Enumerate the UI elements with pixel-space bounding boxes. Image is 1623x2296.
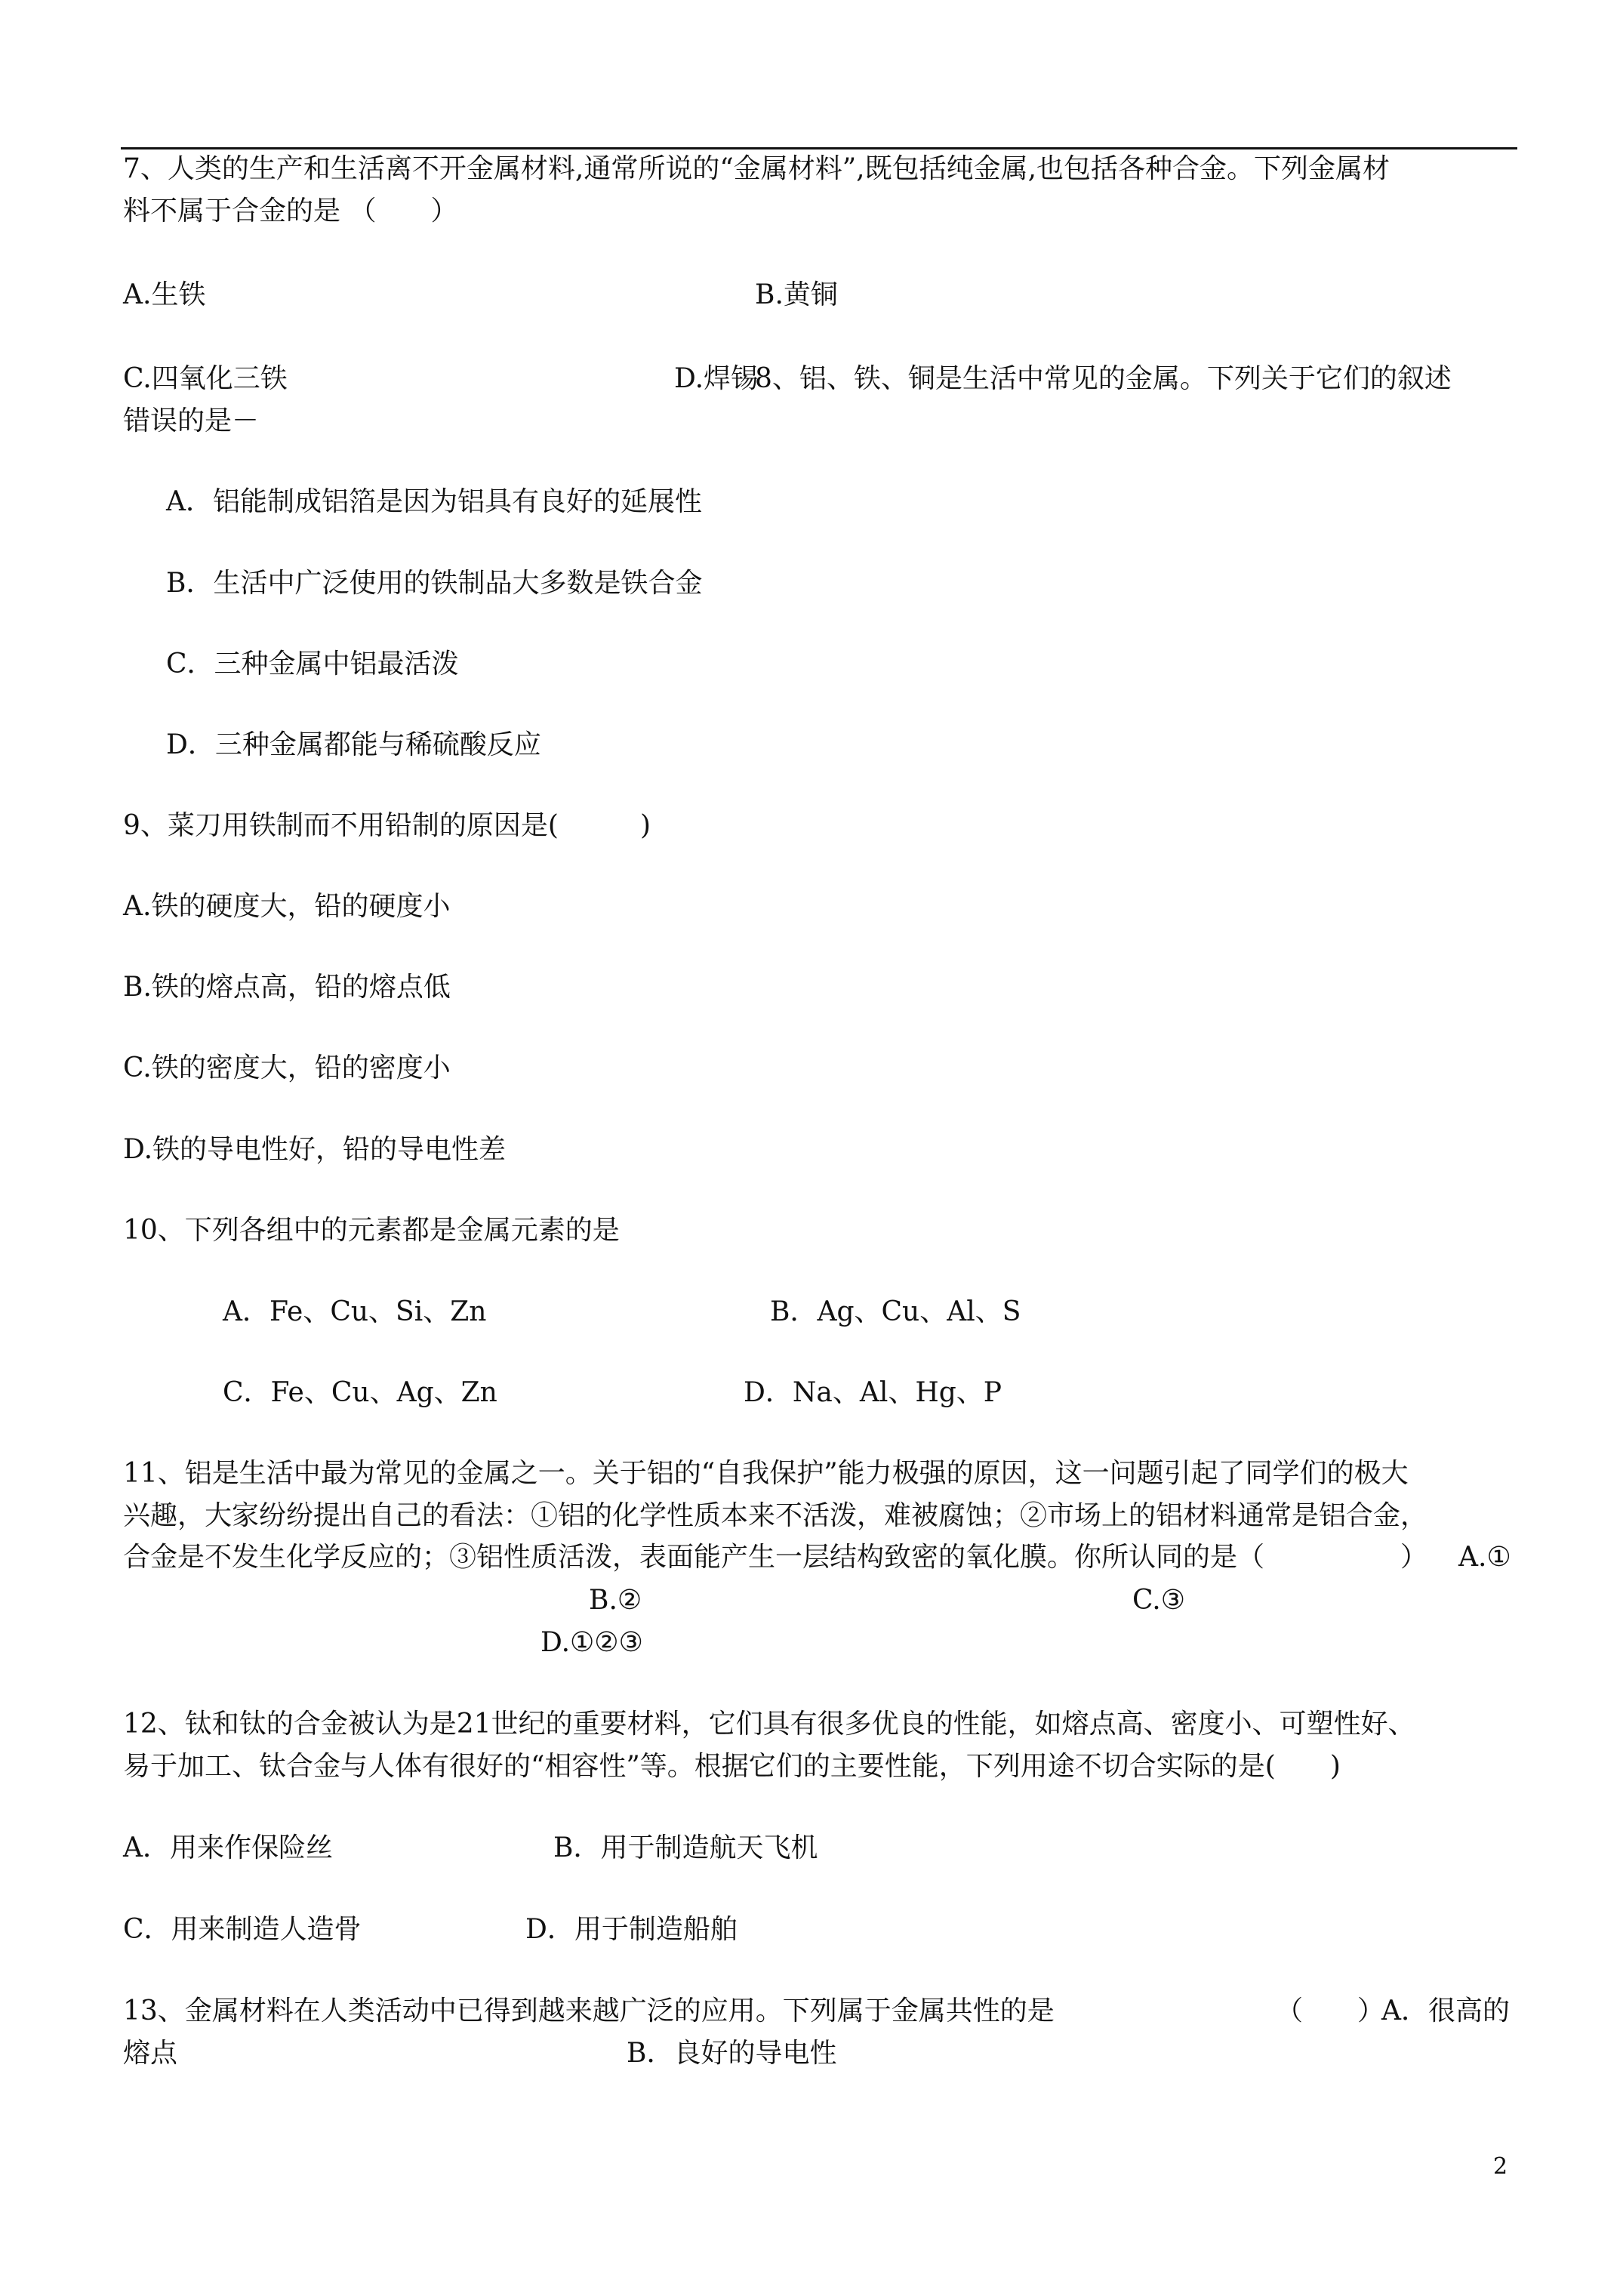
q11-stem-line3: 合金是不发生化学反应的；③铝性质活泼，表面能产生一层结构致密的氧化膜。你所认同的是（ ） <box>123 1542 1428 1573</box>
q10-option-d: D．Na、Al、Hg、P <box>744 1377 1002 1408</box>
q11-stem-line1: 11、铝是生活中最为常见的金属之一。关于铝的“自我保护”能力极强的原因，这一问题引起了同学们的极大 <box>123 1458 1409 1489</box>
q12-option-d: D．用于制造船舶 <box>525 1914 738 1945</box>
q9-stem: 9、菜刀用铁制而不用铅制的原因是( ) <box>123 810 651 841</box>
q8-option-d: D．三种金属都能与稀硫酸反应 <box>166 729 541 760</box>
q8-stem-line1: 8、铝、铁、铜是生活中常见的金属。下列关于它们的叙述 <box>755 363 1452 394</box>
q7-stem-line2: 料不属于合金的是 （ ） <box>123 196 458 227</box>
q12-option-b: B．用于制造航天飞机 <box>553 1832 818 1863</box>
q8-option-b: B．生活中广泛使用的铁制品大多数是铁合金 <box>166 568 703 599</box>
q12-stem-line1: 12、钛和钛的合金被认为是21世纪的重要材料，它们具有很多优良的性能，如熔点高、密度小、可塑性好、 <box>123 1709 1415 1740</box>
q13-stem-line2: 熔点 <box>123 2038 178 2069</box>
q10-stem: 10、下列各组中的元素都是金属元素的是 <box>123 1215 620 1246</box>
q8-option-a: A．铝能制成铝箔是因为铝具有良好的延展性 <box>166 486 702 517</box>
q8-stem-line2: 错误的是－ <box>123 405 260 436</box>
q13-option-a-start: A．很高的 <box>1381 1996 1510 2026</box>
q12-option-a: A．用来作保险丝 <box>123 1832 333 1863</box>
q13-answer-paren: （ ） <box>1276 1996 1385 2026</box>
page-number: 2 <box>1493 2153 1508 2180</box>
q7-stem-line1: 7、人类的生产和生活离不开金属材料,通常所说的“金属材料”,既包括纯金属,也包括各种合金。下列金属材 <box>123 153 1390 184</box>
q7-option-a: A.生铁 <box>123 279 206 310</box>
q11-option-a: A.① <box>1458 1542 1511 1573</box>
q9-option-b: B.铁的熔点高，铅的熔点低 <box>123 972 451 1003</box>
q10-option-c: C．Fe、Cu、Ag、Zn <box>223 1377 497 1408</box>
q13-stem-line1: 13、金属材料在人类活动中已得到越来越广泛的应用。下列属于金属共性的是 <box>123 1996 1055 2026</box>
q12-option-c: C．用来制造人造骨 <box>123 1914 362 1945</box>
q9-option-d: D.铁的导电性好，铅的导电性差 <box>123 1134 507 1165</box>
q12-stem-line2: 易于加工、钛合金与人体有很好的“相容性”等。根据它们的主要性能，下列用途不切合实际的是( ) <box>123 1751 1341 1782</box>
q7-option-c: C.四氧化三铁 <box>123 363 288 394</box>
q13-option-b: B．良好的导电性 <box>627 2038 837 2069</box>
q7-option-d: D.焊锡 <box>674 363 759 394</box>
q11-option-d: D.①②③ <box>540 1627 643 1658</box>
q9-option-a: A.铁的硬度大，铅的硬度小 <box>123 891 451 922</box>
q10-option-a: A．Fe、Cu、Si、Zn <box>223 1296 487 1327</box>
header-rule <box>121 147 1517 149</box>
q9-option-c: C.铁的密度大，铅的密度小 <box>123 1052 451 1083</box>
q7-option-b: B.黄铜 <box>755 279 838 310</box>
q8-option-c: C．三种金属中铝最活泼 <box>166 649 459 680</box>
q10-option-b: B．Ag、Cu、Al、S <box>770 1296 1021 1327</box>
q11-option-c: C.③ <box>1132 1585 1185 1616</box>
q11-stem-line2: 兴趣，大家纷纷提出自己的看法：①铝的化学性质本来不活泼，难被腐蚀；②市场上的铝材料通常是铝合金， <box>123 1500 1428 1531</box>
q11-option-b: B.② <box>589 1585 642 1616</box>
